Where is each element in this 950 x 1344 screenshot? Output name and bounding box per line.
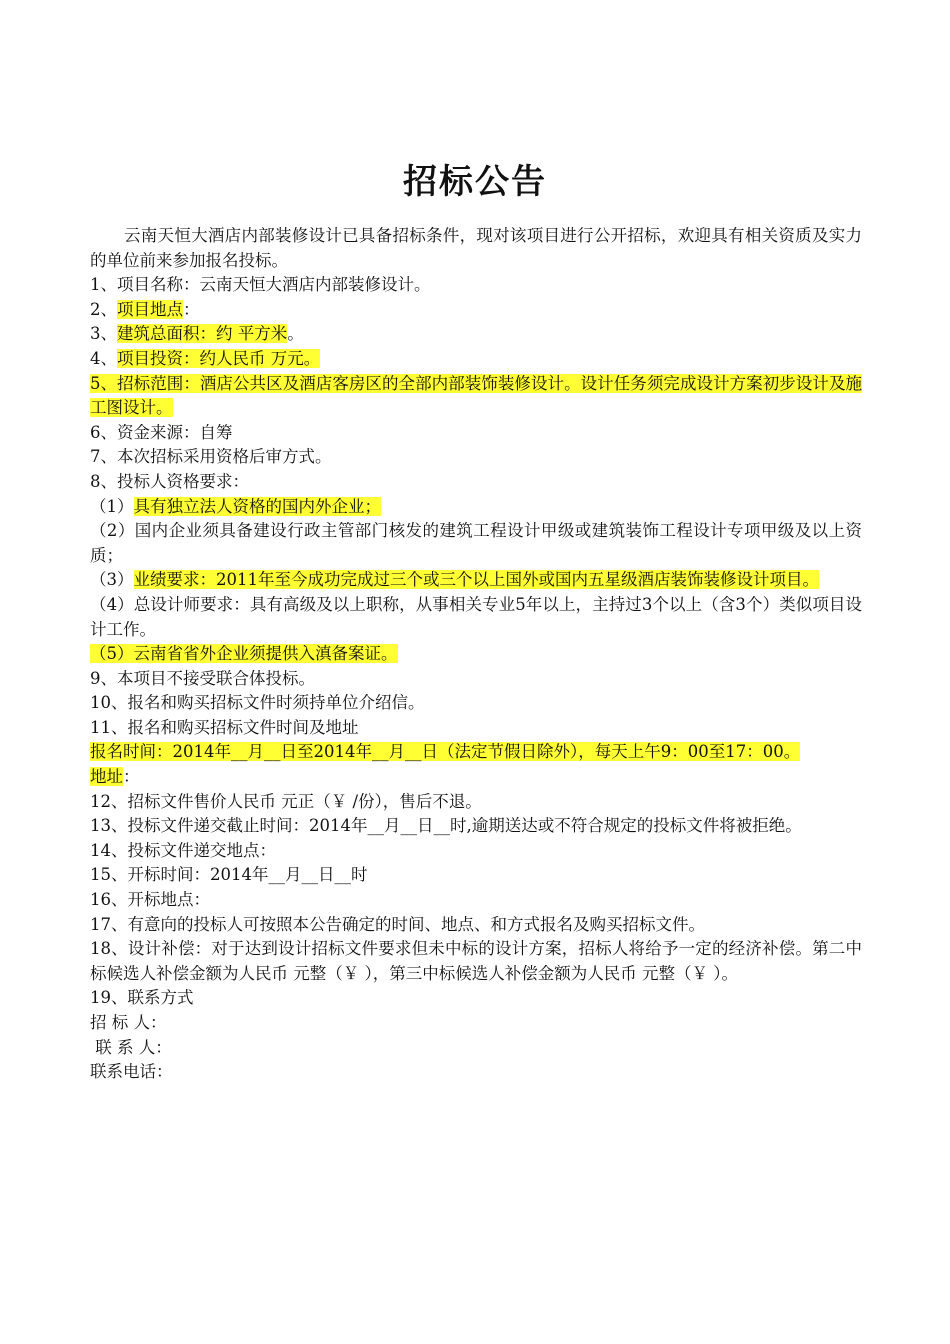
highlighted-text: 地址 xyxy=(90,767,123,787)
highlighted-text: （5）云南省省外企业须提供入滇备案证。 xyxy=(90,644,398,664)
item-prefix: 2、 xyxy=(90,299,117,319)
item-opening-location: 16、开标地点： xyxy=(90,890,210,910)
item-submission-location: 14、投标文件递交地点： xyxy=(90,840,276,860)
signup-address xyxy=(90,765,862,790)
highlighted-text: 建筑总面积：约 平方米 xyxy=(117,324,288,344)
item-project-name: 1、项目名称：云南天恒大酒店内部装修设计。 xyxy=(90,275,431,295)
contact-phone: 联系电话： xyxy=(90,1062,173,1082)
signup-time xyxy=(90,740,862,765)
item-tender-scope xyxy=(90,372,862,421)
item-suffix: ： xyxy=(183,299,200,319)
item-fund-source: 6、资金来源：自筹 xyxy=(90,422,233,442)
item-no-consortium: 9、本项目不接受联合体投标。 xyxy=(90,668,315,688)
item-prefix: （1） xyxy=(90,496,134,516)
highlighted-text: 项目投资：约人民币 万元。 xyxy=(117,348,321,368)
highlighted-text: 项目地点 xyxy=(117,299,183,319)
item-signup-info: 11、报名和购买招标文件时间及地址 xyxy=(90,717,359,737)
highlighted-text: 5、招标范围：酒店公共区及酒店客房区的全部内部装饰装修设计。设计任务须完成设计方案初步设计及施工图设计。 xyxy=(90,373,862,418)
item-design-compensation: 18、设计补偿：对于达到设计招标文件要求但未中标的设计方案，招标人将给予一定的经济补偿。第二中标候选人补偿金额为人民币 元整（￥ ），第三中标候选人补偿金额为人民币 元整（￥ ）。 xyxy=(90,939,862,983)
item-qualification: 8、投标人资格要求： xyxy=(90,471,249,491)
item-submission-deadline: 13、投标文件递交截止时间：2014年__月__日__时,逾期送达或不符合规定的投标文件将被拒绝。 xyxy=(90,816,802,836)
highlighted-text: 业绩要求：2011年至今成功完成过三个或三个以上国外或国内五星级酒店装饰装修设计项目。 xyxy=(133,570,819,590)
item-review-method: 7、本次招标采用资格后审方式。 xyxy=(90,447,332,467)
contact-person: 联 系 人： xyxy=(90,1037,172,1057)
intro-paragraph: 云南天恒大酒店内部装修设计已具备招标条件，现对该项目进行公开招标，欢迎具有相关资质及实力的单位前来参加报名投标。 xyxy=(90,226,862,270)
item-opening-time: 15、开标时间：2014年__月__日__时 xyxy=(90,865,368,885)
item-prefix: 3、 xyxy=(90,324,117,344)
requirement-5 xyxy=(90,642,862,667)
item-prefix: （3） xyxy=(90,570,134,590)
highlighted-text: 具有独立法人资格的国内外企业； xyxy=(133,496,381,516)
contact-tenderer: 招 标 人： xyxy=(90,1013,167,1032)
item-investment xyxy=(90,347,862,372)
item-project-location xyxy=(90,298,862,323)
requirement-3 xyxy=(90,568,862,593)
item-document-price: 12、招标文件售价人民币 元正（￥ /份），售后不退。 xyxy=(90,791,482,811)
requirement-1 xyxy=(90,495,862,520)
item-purchase-note: 17、有意向的投标人可按照本公告确定的时间、地点、和方式报名及购买招标文件。 xyxy=(90,914,705,934)
item-prefix: 4、 xyxy=(90,348,117,368)
item-contact: 19、联系方式 xyxy=(90,988,194,1008)
document-title: 招标公告 xyxy=(403,162,547,202)
requirement-4: （4）总设计师要求：具有高级及以上职称，从事相关专业5年以上，主持过3个以上（含3个）类似项目设计工作。 xyxy=(90,594,862,639)
item-suffix: 。 xyxy=(287,324,304,344)
item-building-area xyxy=(90,322,862,347)
requirement-2: （2）国内企业须具备建设行政主管部门核发的建筑工程设计甲级或建筑装饰工程设计专项甲级及以上资质； xyxy=(90,521,862,565)
item-suffix: ： xyxy=(123,767,140,787)
item-introduction-letter: 10、报名和购买招标文件时须持单位介绍信。 xyxy=(90,693,425,713)
document-body xyxy=(90,224,862,1085)
highlighted-text: 报名时间：2014年__月__日至2014年__月__日（法定节假日除外），每天上午9：00至17：00。 xyxy=(90,742,801,762)
